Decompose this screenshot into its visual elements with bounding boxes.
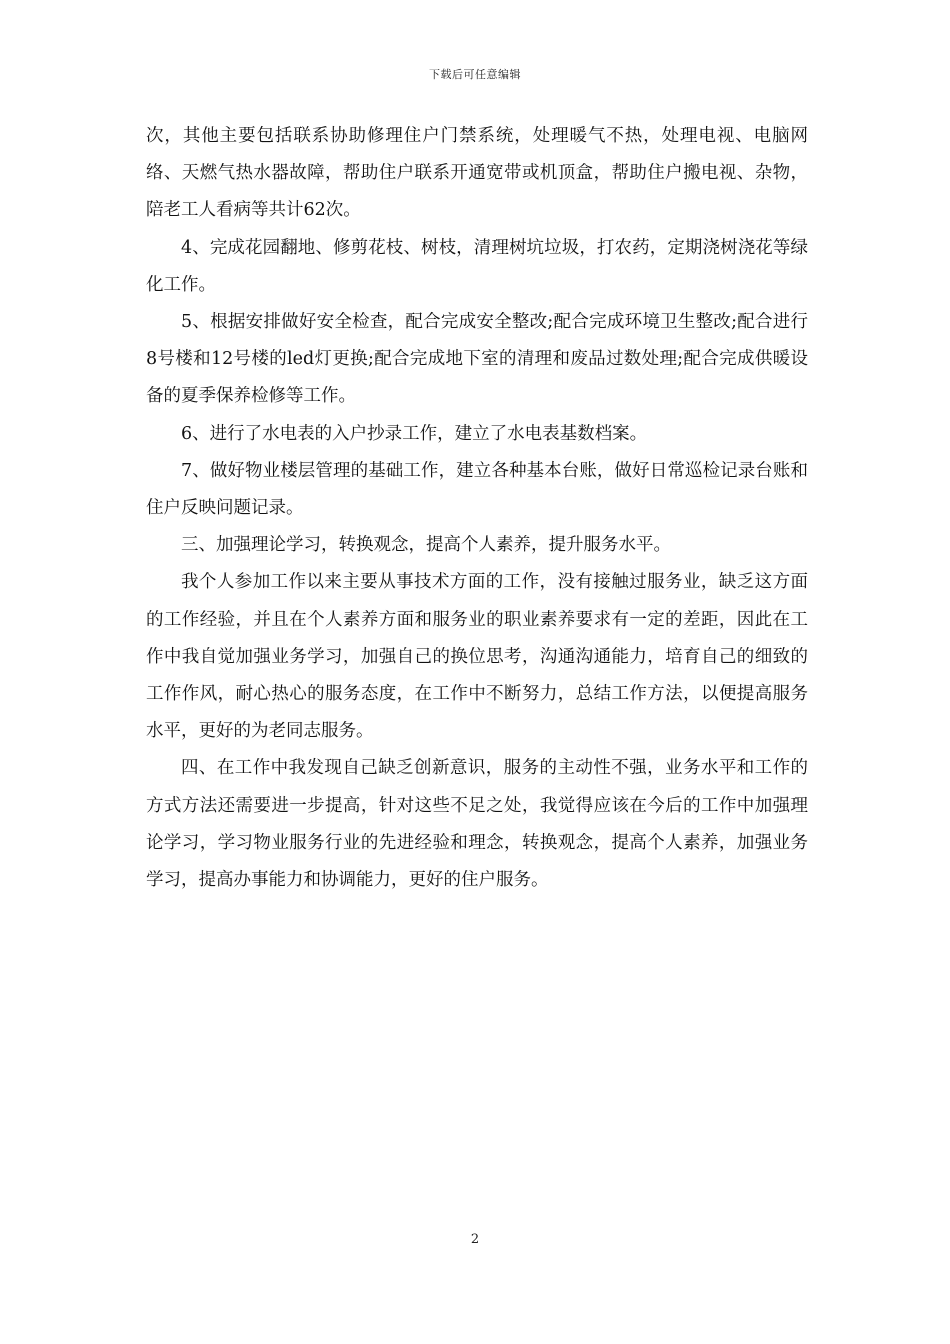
paragraph-item-6: 6、进行了水电表的入户抄录工作，建立了水电表基数档案。 xyxy=(181,423,648,444)
paragraph-item-5: 5、根据安排做好安全检查，配合完成安全整改;配合完成环境卫生整改;配合进行8号楼和12号楼的led灯更换;配合完成地下室的清理和废品过数处理;配合完成供暖设备的夏季保养检修等工作。 xyxy=(146,312,808,407)
page-header: 下载后可任意编辑 xyxy=(429,68,521,81)
paragraph-item-4: 4、完成花园翻地、修剪花枝、树枝，清理树坑垃圾，打农药，定期浇树浇花等绿化工作。 xyxy=(146,237,808,295)
section-heading-3: 三、加强理论学习，转换观念，提高个人素养，提升服务水平。 xyxy=(181,535,671,556)
paragraph-item-7: 7、做好物业楼层管理的基础工作，建立各种基本台账，做好日常巡检记录台账和住户反映问题记录。 xyxy=(146,460,808,519)
document-body xyxy=(146,118,808,899)
paragraph-personal-experience: 我个人参加工作以来主要从事技术方面的工作，没有接触过服务业，缺乏这方面的工作经验，并且在个人素养方面和服务业的职业素养要求有一定的差距，因此在工作中我自觉加强业务学习，加强自己的换位思考，沟通沟通能力，培育自己的细致的工作作风，耐心热心的服务态度，在工作中不断努力，总结工作方法，以便提高服务水平，更好的为老同志服务。 xyxy=(146,572,808,742)
paragraph-continuation: 次，其他主要包括联系协助修理住户门禁系统，处理暖气不热，处理电视、电脑网络、天燃气热水器故障，帮助住户联系开通宽带或机顶盒，帮助住户搬电视、杂物，陪老工人看病等共计62次。 xyxy=(146,126,808,221)
page-number: 2 xyxy=(470,1232,480,1247)
section-heading-4: 四、在工作中我发现自己缺乏创新意识，服务的主动性不强，业务水平和工作的方式方法还需要进一步提高，针对这些不足之处，我觉得应该在今后的工作中加强理论学习，学习物业服务行业的先进经验和理念，转换观念，提高个人素养，加强业务学习，提高办事能力和协调能力，更好的住户服务。 xyxy=(146,758,808,891)
